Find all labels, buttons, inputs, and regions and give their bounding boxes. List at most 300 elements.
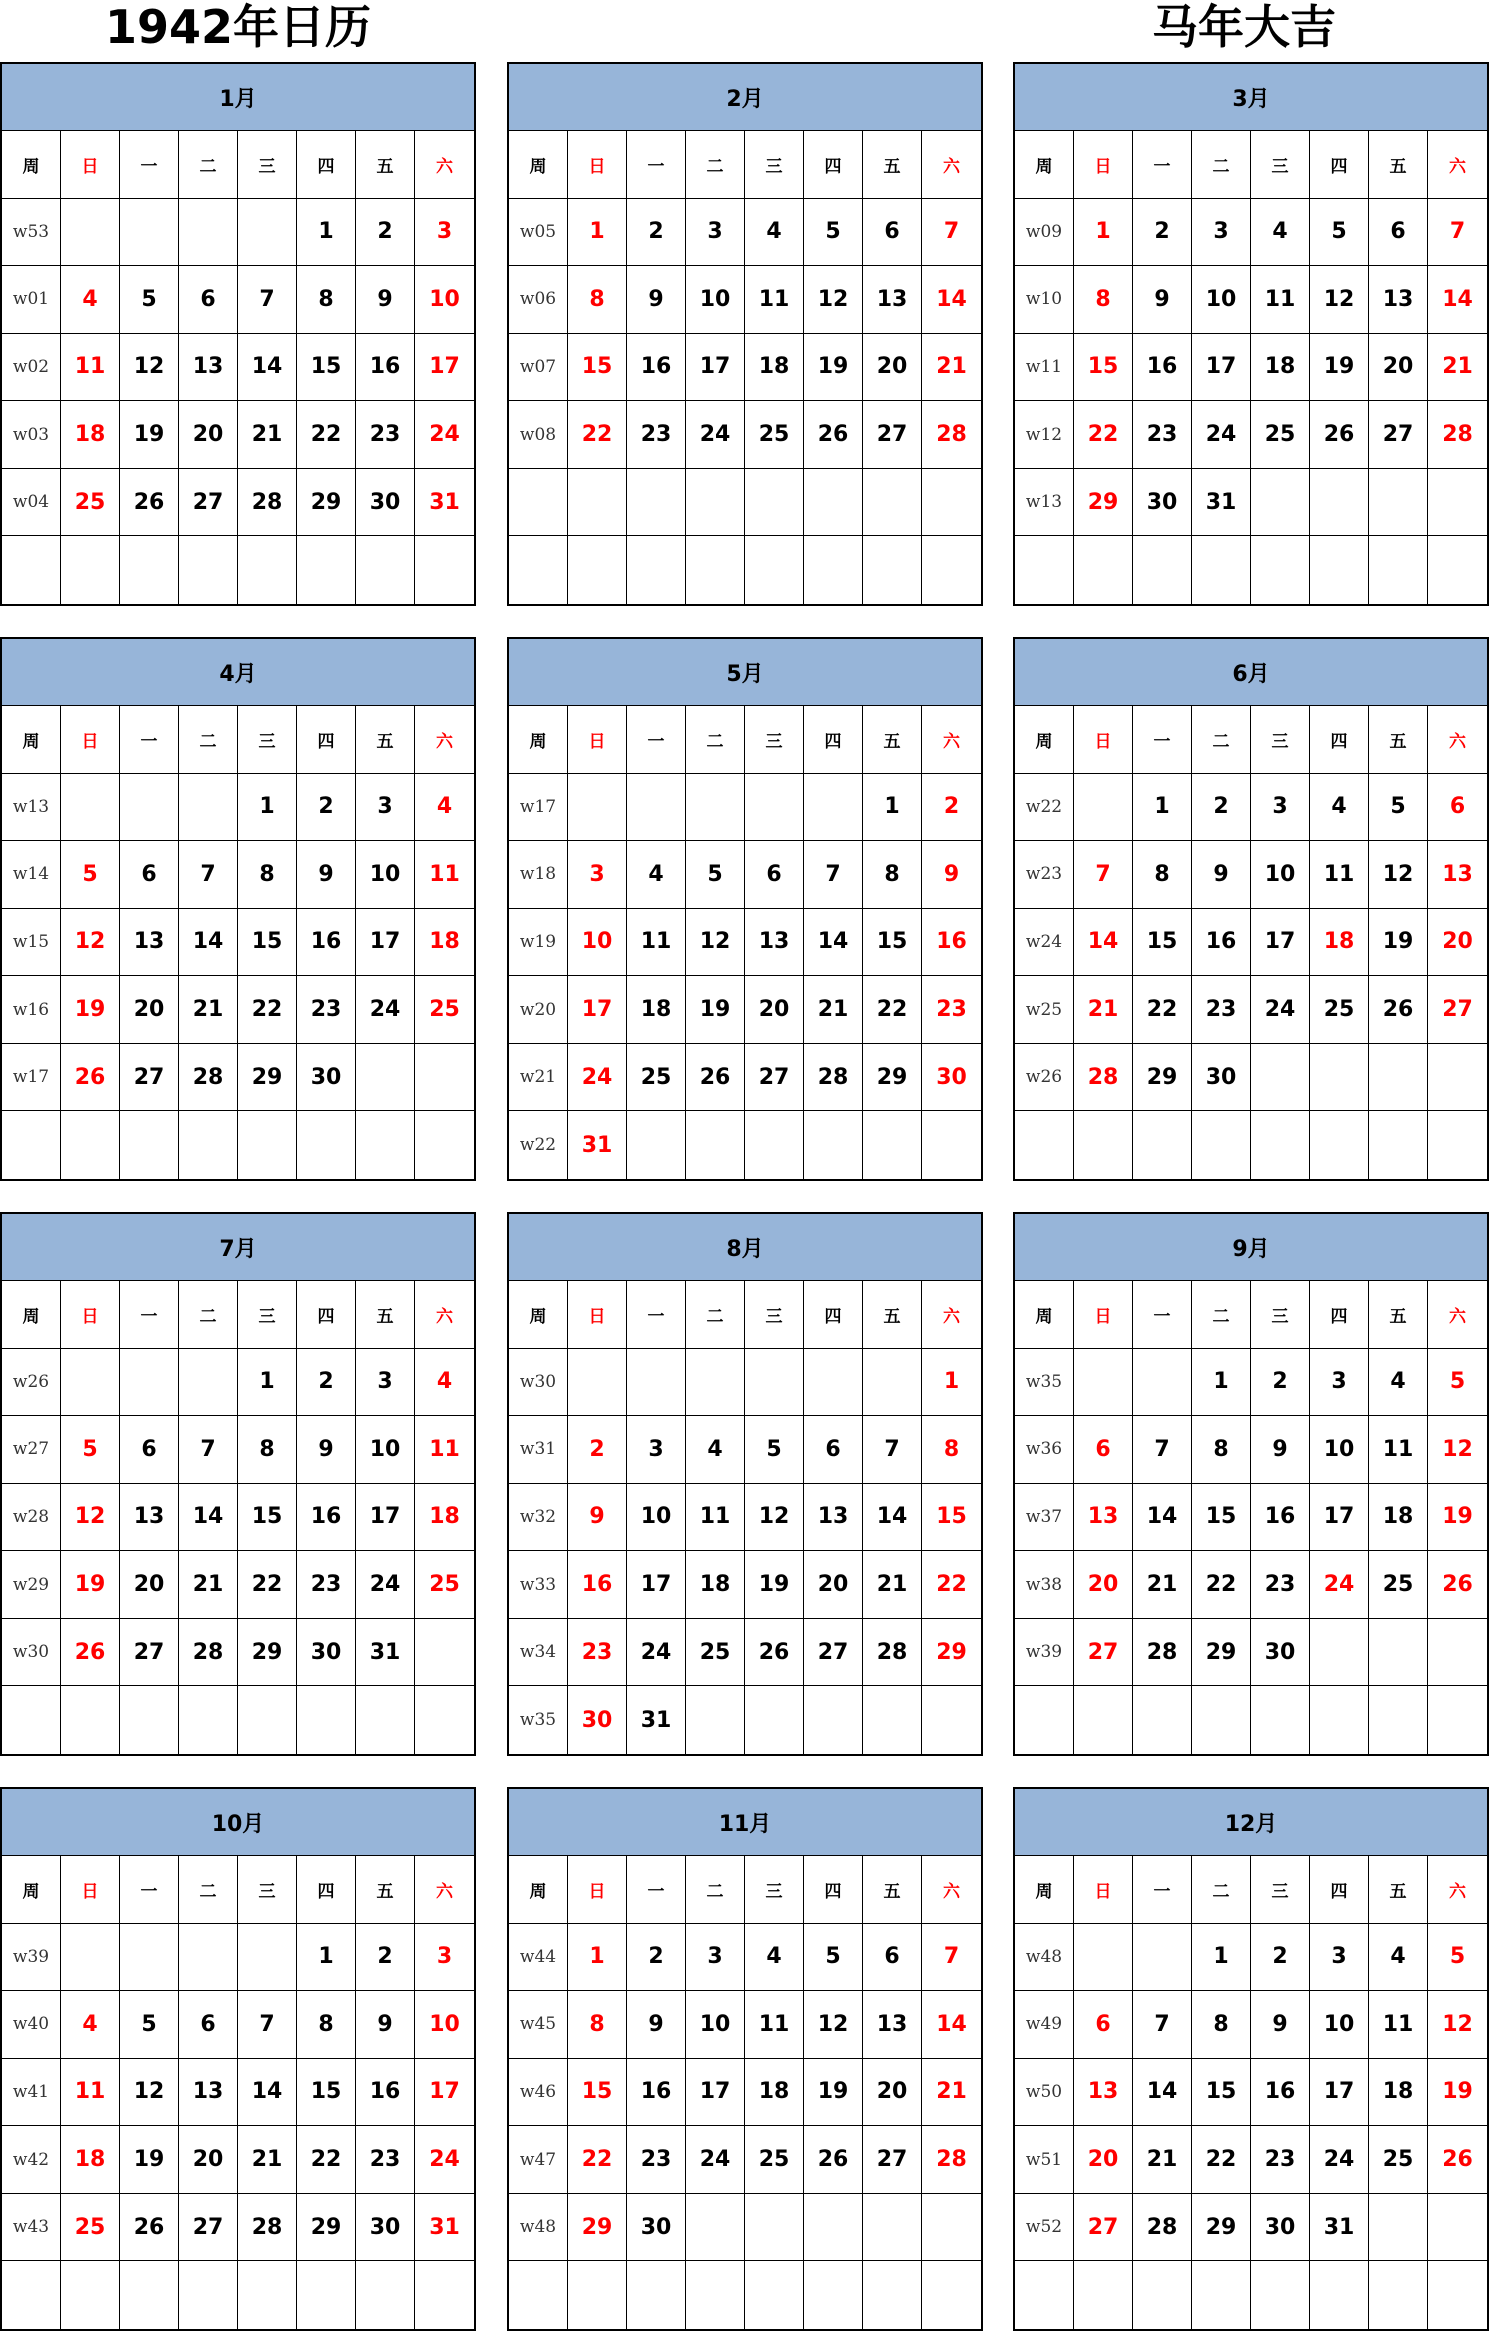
day-cell: 12 xyxy=(1369,841,1428,909)
day-cell: 14 xyxy=(922,266,981,334)
weekday-header: 四 xyxy=(297,706,356,774)
day-cell: 17 xyxy=(686,2059,745,2127)
empty-cell xyxy=(686,774,745,842)
day-cell: 8 xyxy=(1133,841,1192,909)
day-cell: 30 xyxy=(297,1619,356,1687)
week-number: w25 xyxy=(1015,976,1074,1044)
day-cell: 19 xyxy=(1428,2059,1487,2127)
empty-cell xyxy=(745,2194,804,2262)
day-cell: 7 xyxy=(238,266,297,334)
day-cell: 13 xyxy=(1369,266,1428,334)
weekday-header: 五 xyxy=(1369,131,1428,199)
weekday-header: 一 xyxy=(120,1281,179,1349)
empty-cell xyxy=(745,1349,804,1417)
empty-cell xyxy=(1428,1044,1487,1112)
day-cell: 17 xyxy=(1251,909,1310,977)
weekday-header: 日 xyxy=(1074,1281,1133,1349)
day-cell: 12 xyxy=(1428,1416,1487,1484)
weekday-header: 日 xyxy=(568,1281,627,1349)
empty-cell xyxy=(415,2261,474,2329)
day-cell: 20 xyxy=(1369,334,1428,402)
week-number xyxy=(509,2261,568,2329)
day-cell: 5 xyxy=(120,266,179,334)
day-cell: 7 xyxy=(1428,199,1487,267)
empty-cell xyxy=(863,2261,922,2329)
day-cell: 21 xyxy=(238,2126,297,2194)
day-cell: 24 xyxy=(686,401,745,469)
weekday-header: 二 xyxy=(1192,1856,1251,1924)
empty-cell xyxy=(1192,1111,1251,1179)
month-title: 8月 xyxy=(509,1214,981,1281)
day-cell: 20 xyxy=(863,2059,922,2127)
empty-cell xyxy=(1133,1111,1192,1179)
day-cell: 29 xyxy=(297,469,356,537)
weekday-header: 五 xyxy=(1369,706,1428,774)
day-cell: 22 xyxy=(1074,401,1133,469)
day-cell: 25 xyxy=(1369,1551,1428,1619)
empty-cell xyxy=(1251,1686,1310,1754)
weekday-header: 二 xyxy=(179,1281,238,1349)
empty-cell xyxy=(1251,536,1310,604)
day-cell: 16 xyxy=(297,1484,356,1552)
week-number: w09 xyxy=(1015,199,1074,267)
empty-cell xyxy=(1428,469,1487,537)
week-number: w42 xyxy=(2,2126,61,2194)
day-cell: 24 xyxy=(415,401,474,469)
weekday-header: 三 xyxy=(745,706,804,774)
day-cell: 31 xyxy=(568,1111,627,1179)
weekday-header: 二 xyxy=(686,131,745,199)
day-cell: 27 xyxy=(1369,401,1428,469)
empty-cell xyxy=(745,469,804,537)
empty-cell xyxy=(686,1686,745,1754)
day-cell: 30 xyxy=(1251,1619,1310,1687)
week-number: w20 xyxy=(509,976,568,1044)
day-cell: 23 xyxy=(1251,1551,1310,1619)
day-cell: 24 xyxy=(415,2126,474,2194)
day-cell: 30 xyxy=(356,2194,415,2262)
month-title: 3月 xyxy=(1015,64,1487,131)
week-number: w46 xyxy=(509,2059,568,2127)
day-cell: 27 xyxy=(1428,976,1487,1044)
week-number: w23 xyxy=(1015,841,1074,909)
weekday-header: 四 xyxy=(297,131,356,199)
day-cell: 28 xyxy=(922,2126,981,2194)
empty-cell xyxy=(568,774,627,842)
day-cell: 12 xyxy=(120,334,179,402)
month-title: 12月 xyxy=(1015,1789,1487,1856)
weekday-header: 六 xyxy=(922,1281,981,1349)
empty-cell xyxy=(1428,2194,1487,2262)
weekday-header: 六 xyxy=(415,1281,474,1349)
week-number: w18 xyxy=(509,841,568,909)
day-cell: 30 xyxy=(1133,469,1192,537)
month-title: 1月 xyxy=(2,64,474,131)
day-cell: 24 xyxy=(686,2126,745,2194)
weekday-header: 二 xyxy=(179,131,238,199)
empty-cell xyxy=(238,1686,297,1754)
weekday-header: 三 xyxy=(238,131,297,199)
weekday-header: 日 xyxy=(61,131,120,199)
day-cell: 1 xyxy=(238,1349,297,1417)
day-cell: 27 xyxy=(863,2126,922,2194)
week-column-header: 周 xyxy=(509,1856,568,1924)
week-number: w30 xyxy=(509,1349,568,1417)
empty-cell xyxy=(627,536,686,604)
empty-cell xyxy=(568,469,627,537)
day-cell: 13 xyxy=(745,909,804,977)
weekday-header: 二 xyxy=(686,706,745,774)
day-cell: 26 xyxy=(1369,976,1428,1044)
day-cell: 28 xyxy=(922,401,981,469)
empty-cell xyxy=(1369,1111,1428,1179)
day-cell: 15 xyxy=(1074,334,1133,402)
week-number: w01 xyxy=(2,266,61,334)
empty-cell xyxy=(415,1686,474,1754)
empty-cell xyxy=(120,1686,179,1754)
day-cell: 6 xyxy=(1369,199,1428,267)
weekday-header: 四 xyxy=(1310,1856,1369,1924)
week-number: w45 xyxy=(509,1991,568,2059)
day-cell: 17 xyxy=(356,909,415,977)
day-cell: 11 xyxy=(1369,1416,1428,1484)
day-cell: 4 xyxy=(415,774,474,842)
day-cell: 16 xyxy=(1192,909,1251,977)
day-cell: 17 xyxy=(415,334,474,402)
day-cell: 25 xyxy=(61,469,120,537)
empty-cell xyxy=(1369,1044,1428,1112)
day-cell: 4 xyxy=(61,1991,120,2059)
empty-cell xyxy=(686,469,745,537)
empty-cell xyxy=(415,1044,474,1112)
day-cell: 10 xyxy=(1310,1416,1369,1484)
week-number: w47 xyxy=(509,2126,568,2194)
empty-cell xyxy=(922,2194,981,2262)
week-number: w33 xyxy=(509,1551,568,1619)
day-cell: 4 xyxy=(745,1924,804,1992)
day-cell: 25 xyxy=(686,1619,745,1687)
day-cell: 3 xyxy=(1310,1924,1369,1992)
empty-cell xyxy=(1428,536,1487,604)
empty-cell xyxy=(1074,1111,1133,1179)
weekday-header: 三 xyxy=(1251,131,1310,199)
week-number: w32 xyxy=(509,1484,568,1552)
empty-cell xyxy=(1133,1924,1192,1992)
day-cell: 13 xyxy=(120,909,179,977)
day-cell: 4 xyxy=(1251,199,1310,267)
day-cell: 10 xyxy=(686,266,745,334)
day-cell: 6 xyxy=(1074,1416,1133,1484)
day-cell: 18 xyxy=(627,976,686,1044)
day-cell: 30 xyxy=(627,2194,686,2262)
empty-cell xyxy=(863,1111,922,1179)
day-cell: 24 xyxy=(356,1551,415,1619)
day-cell: 22 xyxy=(922,1551,981,1619)
week-column-header: 周 xyxy=(509,706,568,774)
day-cell: 13 xyxy=(1428,841,1487,909)
empty-cell xyxy=(863,536,922,604)
day-cell: 30 xyxy=(356,469,415,537)
week-number: w22 xyxy=(1015,774,1074,842)
empty-cell xyxy=(804,2261,863,2329)
day-cell: 25 xyxy=(1369,2126,1428,2194)
day-cell: 18 xyxy=(745,334,804,402)
month-11 xyxy=(507,1787,983,2331)
day-cell: 27 xyxy=(1074,1619,1133,1687)
day-cell: 5 xyxy=(804,1924,863,1992)
day-cell: 19 xyxy=(804,2059,863,2127)
empty-cell xyxy=(1310,1686,1369,1754)
week-number xyxy=(509,469,568,537)
day-cell: 22 xyxy=(1192,2126,1251,2194)
day-cell: 9 xyxy=(297,841,356,909)
day-cell: 18 xyxy=(415,1484,474,1552)
day-cell: 9 xyxy=(356,266,415,334)
week-number: w36 xyxy=(1015,1416,1074,1484)
weekday-header: 五 xyxy=(1369,1856,1428,1924)
day-cell: 28 xyxy=(238,469,297,537)
empty-cell xyxy=(1310,469,1369,537)
empty-cell xyxy=(1428,2261,1487,2329)
day-cell: 19 xyxy=(804,334,863,402)
empty-cell xyxy=(1369,1686,1428,1754)
week-number: w30 xyxy=(2,1619,61,1687)
day-cell: 10 xyxy=(356,841,415,909)
week-number: w35 xyxy=(509,1686,568,1754)
day-cell: 12 xyxy=(1428,1991,1487,2059)
day-cell: 25 xyxy=(415,1551,474,1619)
day-cell: 13 xyxy=(120,1484,179,1552)
week-number: w28 xyxy=(2,1484,61,1552)
day-cell: 20 xyxy=(745,976,804,1044)
empty-cell xyxy=(238,536,297,604)
day-cell: 4 xyxy=(1369,1349,1428,1417)
day-cell: 29 xyxy=(297,2194,356,2262)
weekday-header: 一 xyxy=(120,1856,179,1924)
week-number: w13 xyxy=(2,774,61,842)
day-cell: 10 xyxy=(415,1991,474,2059)
empty-cell xyxy=(1133,1686,1192,1754)
weekday-header: 一 xyxy=(627,1281,686,1349)
weekday-header: 四 xyxy=(804,131,863,199)
day-cell: 3 xyxy=(1192,199,1251,267)
week-number: w48 xyxy=(509,2194,568,2262)
month-4 xyxy=(0,637,476,1181)
day-cell: 15 xyxy=(863,909,922,977)
empty-cell xyxy=(120,1349,179,1417)
week-number: w13 xyxy=(1015,469,1074,537)
week-number: w49 xyxy=(1015,1991,1074,2059)
empty-cell xyxy=(804,536,863,604)
day-cell: 26 xyxy=(804,401,863,469)
day-cell: 26 xyxy=(1310,401,1369,469)
week-number: w02 xyxy=(2,334,61,402)
day-cell: 26 xyxy=(804,2126,863,2194)
day-cell: 12 xyxy=(804,1991,863,2059)
day-cell: 19 xyxy=(1428,1484,1487,1552)
week-number: w26 xyxy=(1015,1044,1074,1112)
day-cell: 15 xyxy=(297,334,356,402)
day-cell: 19 xyxy=(120,2126,179,2194)
weekday-header: 一 xyxy=(627,1856,686,1924)
week-number: w52 xyxy=(1015,2194,1074,2262)
day-cell: 6 xyxy=(1074,1991,1133,2059)
weekday-header: 日 xyxy=(1074,706,1133,774)
empty-cell xyxy=(568,2261,627,2329)
month-7 xyxy=(0,1212,476,1756)
day-cell: 13 xyxy=(179,334,238,402)
day-cell: 6 xyxy=(745,841,804,909)
day-cell: 15 xyxy=(568,2059,627,2127)
empty-cell xyxy=(1369,1619,1428,1687)
day-cell: 6 xyxy=(1428,774,1487,842)
empty-cell xyxy=(804,1686,863,1754)
day-cell: 22 xyxy=(568,2126,627,2194)
day-cell: 16 xyxy=(356,2059,415,2127)
day-cell: 26 xyxy=(686,1044,745,1112)
weekday-header: 五 xyxy=(356,1281,415,1349)
day-cell: 9 xyxy=(627,1991,686,2059)
empty-cell xyxy=(686,1349,745,1417)
week-number: w51 xyxy=(1015,2126,1074,2194)
day-cell: 24 xyxy=(356,976,415,1044)
day-cell: 8 xyxy=(863,841,922,909)
day-cell: 22 xyxy=(568,401,627,469)
day-cell: 14 xyxy=(863,1484,922,1552)
week-number: w50 xyxy=(1015,2059,1074,2127)
day-cell: 28 xyxy=(1428,401,1487,469)
week-number: w17 xyxy=(2,1044,61,1112)
day-cell: 19 xyxy=(61,976,120,1044)
day-cell: 16 xyxy=(1251,1484,1310,1552)
day-cell: 10 xyxy=(1192,266,1251,334)
day-cell: 26 xyxy=(745,1619,804,1687)
day-cell: 15 xyxy=(1133,909,1192,977)
empty-cell xyxy=(627,1111,686,1179)
empty-cell xyxy=(179,774,238,842)
day-cell: 12 xyxy=(61,1484,120,1552)
day-cell: 7 xyxy=(179,841,238,909)
week-number: w05 xyxy=(509,199,568,267)
day-cell: 23 xyxy=(297,976,356,1044)
weekday-header: 四 xyxy=(1310,706,1369,774)
month-10 xyxy=(0,1787,476,2331)
empty-cell xyxy=(627,2261,686,2329)
empty-cell xyxy=(1369,2194,1428,2262)
week-column-header: 周 xyxy=(2,1856,61,1924)
day-cell: 2 xyxy=(1251,1349,1310,1417)
day-cell: 9 xyxy=(356,1991,415,2059)
calendar-title: 1942年日历 xyxy=(105,0,372,54)
day-cell: 18 xyxy=(61,401,120,469)
day-cell: 22 xyxy=(863,976,922,1044)
month-title: 10月 xyxy=(2,1789,474,1856)
week-number: w29 xyxy=(2,1551,61,1619)
day-cell: 8 xyxy=(1192,1416,1251,1484)
weekday-header: 五 xyxy=(356,706,415,774)
empty-cell xyxy=(1074,774,1133,842)
day-cell: 31 xyxy=(1192,469,1251,537)
weekday-header: 三 xyxy=(238,1281,297,1349)
weekday-header: 日 xyxy=(1074,131,1133,199)
day-cell: 21 xyxy=(922,2059,981,2127)
week-number: w15 xyxy=(2,909,61,977)
day-cell: 21 xyxy=(179,976,238,1044)
day-cell: 1 xyxy=(1074,199,1133,267)
weekday-header: 二 xyxy=(1192,1281,1251,1349)
week-number: w24 xyxy=(1015,909,1074,977)
day-cell: 1 xyxy=(1192,1924,1251,1992)
empty-cell xyxy=(1074,1924,1133,1992)
empty-cell xyxy=(1310,1111,1369,1179)
empty-cell xyxy=(627,469,686,537)
week-number: w48 xyxy=(1015,1924,1074,1992)
empty-cell xyxy=(356,1044,415,1112)
day-cell: 19 xyxy=(1369,909,1428,977)
day-cell: 20 xyxy=(863,334,922,402)
day-cell: 5 xyxy=(61,841,120,909)
day-cell: 16 xyxy=(297,909,356,977)
day-cell: 17 xyxy=(568,976,627,1044)
day-cell: 13 xyxy=(1074,1484,1133,1552)
day-cell: 2 xyxy=(922,774,981,842)
day-cell: 7 xyxy=(179,1416,238,1484)
day-cell: 7 xyxy=(863,1416,922,1484)
week-column-header: 周 xyxy=(1015,131,1074,199)
weekday-header: 三 xyxy=(1251,706,1310,774)
day-cell: 1 xyxy=(297,199,356,267)
empty-cell xyxy=(1369,469,1428,537)
day-cell: 30 xyxy=(1192,1044,1251,1112)
day-cell: 16 xyxy=(356,334,415,402)
empty-cell xyxy=(179,1111,238,1179)
empty-cell xyxy=(415,1111,474,1179)
weekday-header: 六 xyxy=(415,706,474,774)
day-cell: 15 xyxy=(568,334,627,402)
empty-cell xyxy=(686,2194,745,2262)
week-number xyxy=(2,536,61,604)
day-cell: 24 xyxy=(1310,1551,1369,1619)
day-cell: 18 xyxy=(415,909,474,977)
week-number: w22 xyxy=(509,1111,568,1179)
empty-cell xyxy=(120,2261,179,2329)
day-cell: 31 xyxy=(356,1619,415,1687)
weekday-header: 一 xyxy=(120,131,179,199)
empty-cell xyxy=(1310,536,1369,604)
day-cell: 19 xyxy=(120,401,179,469)
empty-cell xyxy=(1428,1686,1487,1754)
day-cell: 5 xyxy=(120,1991,179,2059)
weekday-header: 三 xyxy=(238,706,297,774)
day-cell: 29 xyxy=(1192,1619,1251,1687)
day-cell: 14 xyxy=(1133,1484,1192,1552)
day-cell: 12 xyxy=(804,266,863,334)
day-cell: 8 xyxy=(568,266,627,334)
day-cell: 21 xyxy=(238,401,297,469)
empty-cell xyxy=(686,536,745,604)
day-cell: 4 xyxy=(745,199,804,267)
weekday-header: 二 xyxy=(686,1281,745,1349)
day-cell: 27 xyxy=(179,2194,238,2262)
empty-cell xyxy=(627,774,686,842)
week-number: w03 xyxy=(2,401,61,469)
day-cell: 6 xyxy=(863,199,922,267)
empty-cell xyxy=(804,1111,863,1179)
month-title: 5月 xyxy=(509,639,981,706)
empty-cell xyxy=(804,2194,863,2262)
weekday-header: 日 xyxy=(568,131,627,199)
weekday-header: 六 xyxy=(922,131,981,199)
